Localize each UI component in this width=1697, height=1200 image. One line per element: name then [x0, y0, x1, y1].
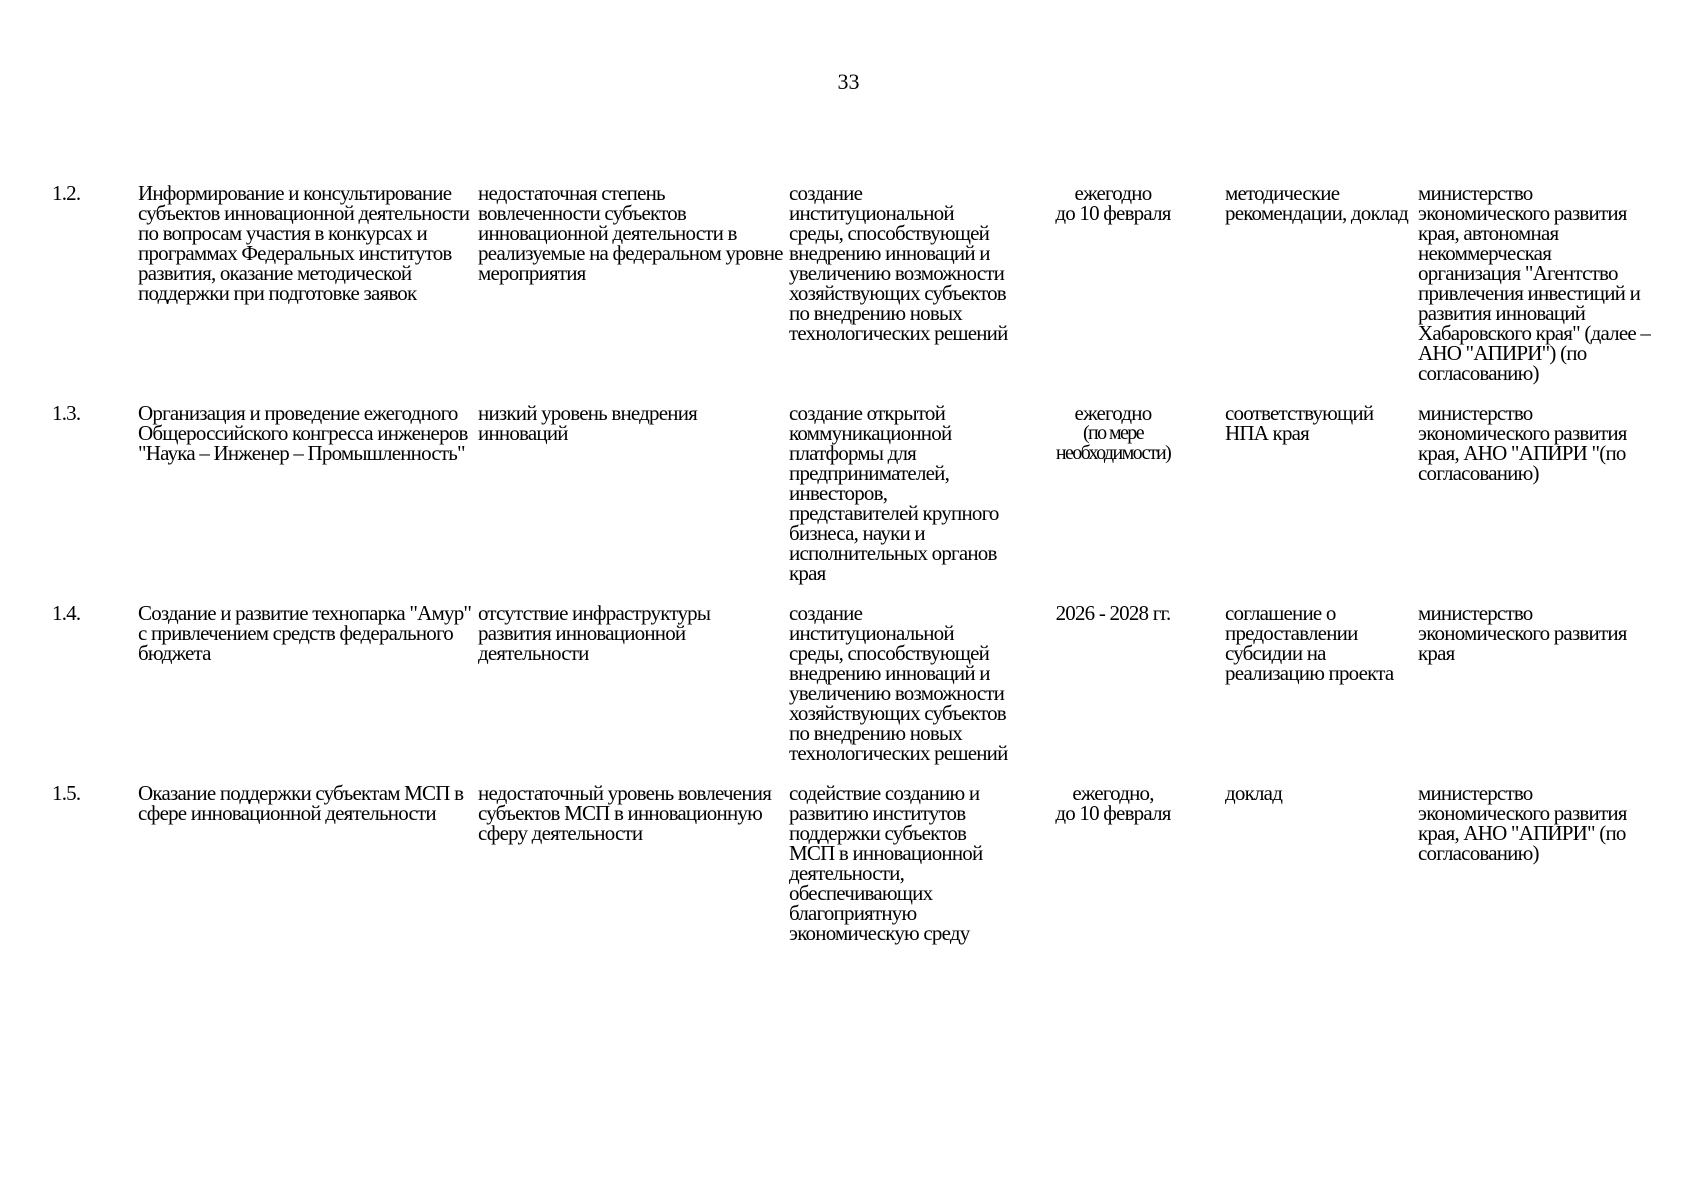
problem-description: недостаточная степень вовлеченности субъектов инновационной деятельности в реализуемые на федеральном уровне мероприятия [478, 181, 783, 285]
table-row [52, 183, 1662, 403]
expected-result: создание институциональной среды, способствующей внедрению инноваций и увеличению возможности хозяйствующих субъектов по внедрению новых технологических решений [789, 181, 1008, 345]
table-row [52, 603, 1662, 783]
deadline-line: ежегодно [1074, 181, 1152, 205]
problem-description: недостаточный уровень вовлечения субъектов МСП в инновационную сферу деятельности [478, 781, 772, 845]
measure-name: Создание и развитие технопарка "Амур" с привлечением средств федерального бюджета [138, 601, 472, 665]
deadline-line: (по мере [1083, 422, 1143, 444]
row-number: 1.5. [52, 781, 81, 805]
table-row [52, 783, 1662, 943]
deadline-line: 2026 - 2028 гг. [1055, 601, 1171, 625]
executor: министерство экономического развития края, АНО "АПИРИ" (по согласованию) [1418, 781, 1627, 865]
page-number: 33 [837, 69, 860, 94]
expected-result: создание институциональной среды, способствующей внедрению инноваций и увеличению возможности хозяйствующих субъектов по внедрению новых технологических решений [789, 601, 1008, 765]
row-number: 1.3. [52, 401, 81, 425]
table-row [52, 403, 1662, 603]
executor: министерство экономического развития края, автономная некоммерческая организация "Агентство привлечения инвестиций и развития инноваций Хабаровского края" (далее – АНО "АПИРИ") (по согласованию) [1418, 181, 1651, 385]
measure-name: Оказание поддержки субъектам МСП в сфере инновационной деятельности [138, 781, 464, 825]
row-number: 1.4. [52, 601, 81, 625]
executor: министерство экономического развития края, АНО "АПИРИ "(по согласованию) [1418, 401, 1627, 485]
expected-result: содействие созданию и развитию институтов поддержки субъектов МСП в инновационной деятельности, обеспечивающих благоприятную экономическую среду [789, 781, 983, 945]
deadline-line: ежегодно [1074, 401, 1152, 425]
problem-description: отсутствие инфраструктуры развития инновационной деятельности [478, 601, 711, 665]
measures-table [52, 183, 1662, 943]
deadline [1015, 183, 1217, 403]
deadline-line: необходимости) [1055, 442, 1171, 464]
executor: министерство экономического развития края [1418, 601, 1627, 665]
deadline [1015, 603, 1217, 783]
result-document: доклад [1225, 781, 1283, 805]
measure-name: Организация и проведение ежегодного Общероссийского конгресса инженеров "Наука – Инженер – Промышленность" [138, 401, 468, 465]
measure-name: Информирование и консультирование субъектов инновационной деятельности по вопросам участия в конкурсах и программах Федеральных институтов развития, оказание методической поддержки при подготовке заявок [138, 181, 470, 305]
deadline-line: ежегодно, [1072, 781, 1154, 805]
deadline-line: до 10 февраля [1055, 801, 1171, 825]
result-document: методические рекомендации, доклад [1225, 181, 1408, 225]
deadline [1015, 783, 1217, 943]
problem-description: низкий уровень внедрения инноваций [478, 401, 698, 445]
result-document: соглашение о предоставлении субсидии на реализацию проекта [1225, 601, 1394, 685]
deadline-line: до 10 февраля [1055, 201, 1171, 225]
row-number: 1.2. [52, 181, 81, 205]
result-document: соответствующий НПА края [1225, 401, 1374, 445]
deadline [1015, 403, 1217, 603]
expected-result: создание открытой коммуникационной платформы для предпринимателей, инвесторов, представителей крупного бизнеса, науки и исполнительных органов края [789, 401, 999, 585]
